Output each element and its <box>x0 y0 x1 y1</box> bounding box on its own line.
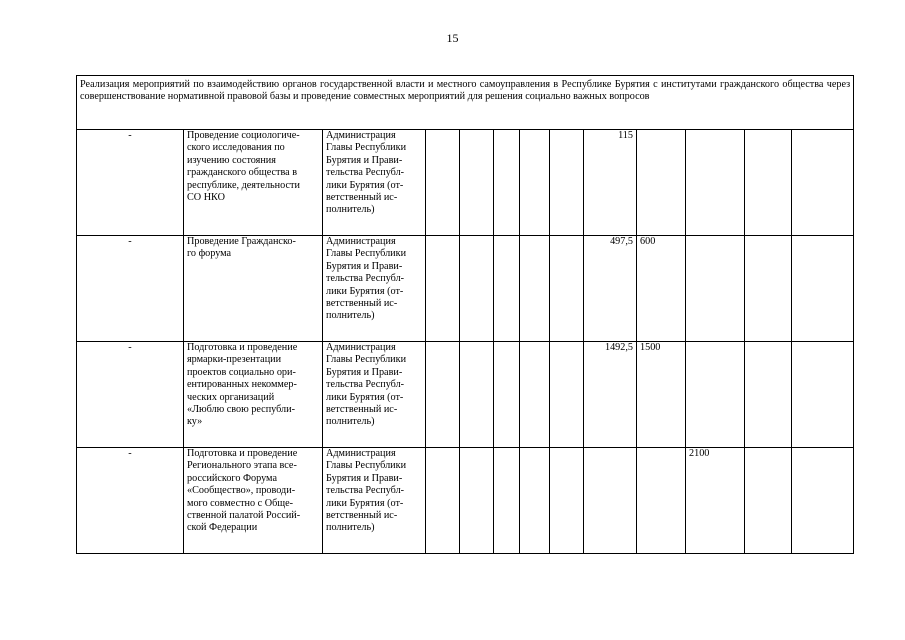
activity-name <box>184 236 323 342</box>
executor-line: ветственный ис- <box>326 404 398 416</box>
executor-line: Главы Республики <box>326 248 407 260</box>
activity-name-line: ярмарки-презентации <box>187 354 282 366</box>
activity-name-line: республике, деятельности <box>187 179 300 191</box>
value-cell: 497,5 <box>584 236 637 342</box>
table-row <box>77 342 854 448</box>
row-dash: - <box>77 236 184 342</box>
activity-name <box>184 342 323 448</box>
executor <box>323 130 426 236</box>
executor-line: Администрация <box>326 236 396 247</box>
executor-line: Бурятия и Прави- <box>326 366 403 378</box>
executor-line: Бурятия и Прави- <box>326 260 403 272</box>
value-cell <box>745 342 792 448</box>
row-dash: - <box>77 448 184 554</box>
activity-name-line: ку» <box>187 416 203 428</box>
value-cell <box>550 342 584 448</box>
executor-line: ветственный ис- <box>326 510 398 522</box>
activity-name-line: Проведение Гражданско- <box>187 236 296 247</box>
executor-line: лики Бурятия (от- <box>326 285 404 297</box>
value-cell <box>460 448 494 554</box>
activity-name-line: изучению состояния <box>187 154 276 166</box>
executor <box>323 342 426 448</box>
activity-name-line: «Люблю свою республи- <box>187 404 295 416</box>
value-cell <box>637 130 686 236</box>
value-cell <box>686 130 745 236</box>
section-header-row <box>77 76 854 130</box>
executor-line: полнитель) <box>326 310 375 322</box>
executor-line: тельства Республ- <box>326 167 405 179</box>
executor-line: Главы Республики <box>326 142 407 154</box>
value-cell: 115 <box>584 130 637 236</box>
value-cell <box>494 342 520 448</box>
section-title: Реализация мероприятий по взаимодействию органов государственной власти и местного самоуправления в Республике Бурятия с институтами гражданского общества через совершенствование нормативной правовой базы и проведение совместных мероприятий для решения социально важных вопросов <box>77 76 854 130</box>
row-dash: - <box>77 342 184 448</box>
activity-name-line: «Сообщество», проводи- <box>187 485 296 497</box>
value-cell <box>792 342 854 448</box>
value-cell <box>584 448 637 554</box>
value-cell: 2100 <box>686 448 745 554</box>
value-cell <box>494 236 520 342</box>
activity-name-line: ентированных некоммер- <box>187 379 297 391</box>
value-cell <box>426 342 460 448</box>
value-cell <box>460 342 494 448</box>
executor-line: лики Бурятия (от- <box>326 497 404 509</box>
executor-line: Бурятия и Прави- <box>326 472 403 484</box>
activity-name-line: ского исследования по <box>187 142 285 154</box>
value-cell <box>792 448 854 554</box>
executor-line: Администрация <box>326 448 396 459</box>
executor <box>323 448 426 554</box>
value-cell <box>745 236 792 342</box>
executor-line: Администрация <box>326 130 396 141</box>
value-cell <box>426 448 460 554</box>
activity-name-line: российского Форума <box>187 472 277 484</box>
value-cell <box>460 236 494 342</box>
executor-line: тельства Республ- <box>326 273 405 285</box>
value-cell <box>745 130 792 236</box>
value-cell <box>494 448 520 554</box>
activity-name-line: Проведение социологиче- <box>187 130 300 141</box>
activity-name-line: Регионального этапа все- <box>187 460 297 472</box>
value-cell <box>550 448 584 554</box>
value-cell: 600 <box>637 236 686 342</box>
value-cell <box>520 448 550 554</box>
executor-line: лики Бурятия (от- <box>326 179 404 191</box>
table-row <box>77 448 854 554</box>
value-cell <box>520 236 550 342</box>
executor-line: Главы Республики <box>326 354 407 366</box>
activity-name-line: Подготовка и проведение <box>187 342 298 353</box>
value-cell: 1500 <box>637 342 686 448</box>
activity-name-line: ственной палатой Россий- <box>187 510 301 522</box>
table-row <box>77 236 854 342</box>
value-cell <box>637 448 686 554</box>
activity-name <box>184 130 323 236</box>
executor-line: полнитель) <box>326 522 375 534</box>
executor-line: полнитель) <box>326 204 375 216</box>
activity-name-line: проектов социально ори- <box>187 366 296 378</box>
executor <box>323 236 426 342</box>
activity-name-line: го форума <box>187 248 232 260</box>
activity-name-line: Подготовка и проведение <box>187 448 298 459</box>
activity-name <box>184 448 323 554</box>
executor-line: ветственный ис- <box>326 192 398 204</box>
value-cell: 1492,5 <box>584 342 637 448</box>
value-cell <box>745 448 792 554</box>
value-cell <box>426 130 460 236</box>
value-cell <box>520 130 550 236</box>
activity-name-line: гражданского общества в <box>187 167 298 179</box>
executor-line: тельства Республ- <box>326 485 405 497</box>
value-cell <box>520 342 550 448</box>
executor-line: Главы Республики <box>326 460 407 472</box>
row-dash: - <box>77 130 184 236</box>
table-row <box>77 130 854 236</box>
value-cell <box>550 130 584 236</box>
program-table <box>76 75 854 554</box>
value-cell <box>686 236 745 342</box>
activity-name-line: мого совместно с Обще- <box>187 497 294 509</box>
activity-name-line: СО НКО <box>187 192 225 204</box>
executor-line: тельства Республ- <box>326 379 405 391</box>
executor-line: Бурятия и Прави- <box>326 154 403 166</box>
executor-line: лики Бурятия (от- <box>326 391 404 403</box>
page-number: 15 <box>446 31 459 45</box>
executor-line: ветственный ис- <box>326 298 398 310</box>
executor-line: Администрация <box>326 342 396 353</box>
value-cell <box>792 130 854 236</box>
executor-line: полнитель) <box>326 416 375 428</box>
value-cell <box>426 236 460 342</box>
value-cell <box>460 130 494 236</box>
activity-name-line: ской Федерации <box>187 522 258 534</box>
value-cell <box>686 342 745 448</box>
activity-name-line: ческих организаций <box>187 391 275 403</box>
value-cell <box>792 236 854 342</box>
value-cell <box>550 236 584 342</box>
value-cell <box>494 130 520 236</box>
